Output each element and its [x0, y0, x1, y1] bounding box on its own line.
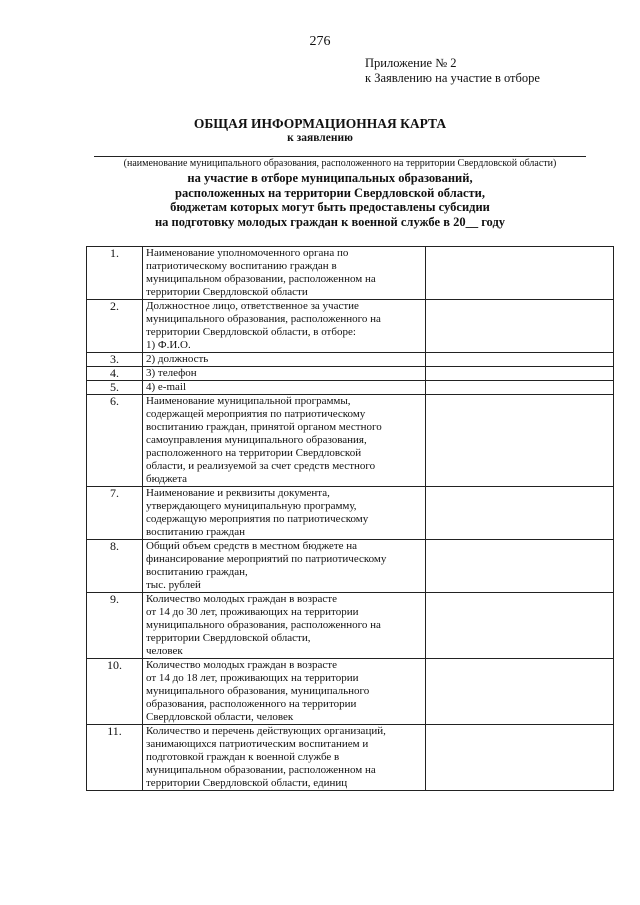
description-line: расположенного на территории Свердловской [146, 447, 362, 459]
description-line: Количество молодых граждан в возрасте [146, 593, 337, 605]
table-row [87, 381, 614, 395]
table-row [87, 593, 614, 659]
description-line: самоуправления муниципального образования, [146, 434, 367, 446]
table-row [87, 540, 614, 593]
table-row [87, 353, 614, 367]
description-line: от 14 до 30 лет, проживающих на территории [146, 606, 359, 618]
description-line: 3) телефон [146, 367, 197, 379]
info-table-body [87, 247, 614, 791]
fill-in-line [94, 156, 586, 157]
description-line: Наименование и реквизиты документа, [146, 487, 330, 499]
row-value-cell[interactable] [426, 353, 614, 367]
row-description [143, 593, 426, 659]
description-line: области, и реализуемой за счет средств местного [146, 460, 376, 472]
description-line: Наименование уполномоченного органа по [146, 247, 349, 259]
row-value-cell[interactable] [426, 659, 614, 725]
description-line: от 14 до 18 лет, проживающих на территории [146, 672, 359, 684]
heading-line: на участие в отборе муниципальных образований, [187, 171, 473, 185]
row-description [143, 300, 426, 353]
row-value-cell[interactable] [426, 381, 614, 395]
row-description [143, 659, 426, 725]
row-description [143, 381, 426, 395]
row-description [143, 367, 426, 381]
description-line: муниципального образования, расположенного на [146, 313, 381, 325]
row-value-cell[interactable] [426, 367, 614, 381]
appendix-reference [365, 56, 540, 86]
row-value-cell[interactable] [426, 300, 614, 353]
info-table [86, 246, 614, 791]
description-line: воспитанию граждан, [146, 566, 248, 578]
description-line: утверждающего муниципальную программу, [146, 500, 357, 512]
row-number: 1. [87, 247, 143, 300]
row-description [143, 395, 426, 487]
description-line: патриотическому воспитанию граждан в [146, 260, 337, 272]
row-value-cell[interactable] [426, 247, 614, 300]
description-line: финансирование мероприятий по патриотическому [146, 553, 387, 565]
description-line: 4) e-mail [146, 381, 187, 393]
row-number: 10. [87, 659, 143, 725]
document-subtitle: к заявлению [287, 132, 353, 144]
description-line: бюджета [146, 473, 188, 485]
row-description [143, 353, 426, 367]
description-line: содержащую мероприятия по патриотическому [146, 513, 369, 525]
table-row [87, 395, 614, 487]
description-line: муниципальном образовании, расположенном на [146, 273, 376, 285]
description-line: подготовкой граждан к военной службе в [146, 751, 340, 763]
row-value-cell[interactable] [426, 725, 614, 791]
row-description [143, 540, 426, 593]
appendix-line-2: к Заявлению на участие в отборе [365, 71, 540, 85]
row-number: 4. [87, 367, 143, 381]
table-row [87, 487, 614, 540]
document-heading [80, 171, 580, 229]
description-line: муниципального образования, расположенного на [146, 619, 381, 631]
heading-line: расположенных на территории Свердловской области, [175, 185, 485, 200]
description-line: образования, расположенного на территории [146, 698, 357, 710]
table-row [87, 300, 614, 353]
fill-in-caption: (наименование муниципального образования, расположенного на территории Свердловской области) [123, 158, 557, 169]
description-line: содержащей мероприятия по патриотическому [146, 408, 366, 420]
description-line: воспитанию граждан [146, 526, 245, 538]
row-description [143, 487, 426, 540]
description-line: 2) должность [146, 353, 209, 365]
description-line: территории Свердловской области, единиц [146, 777, 348, 789]
description-line: Наименование муниципальной программы, [146, 395, 351, 407]
heading-line: бюджетам которых могут быть предоставлены субсидии [170, 200, 490, 215]
description-line: Свердловской области, человек [146, 711, 294, 723]
description-line: Количество молодых граждан в возрасте [146, 659, 337, 671]
row-number: 7. [87, 487, 143, 540]
description-line: территории Свердловской области, [146, 632, 311, 644]
table-row [87, 659, 614, 725]
row-description [143, 725, 426, 791]
table-row [87, 725, 614, 791]
appendix-line-1: Приложение № 2 [365, 56, 457, 70]
row-number: 8. [87, 540, 143, 593]
row-number: 11. [87, 725, 143, 791]
description-line: территории Свердловской области [146, 286, 308, 298]
description-line: муниципального образования, муниципального [146, 685, 370, 697]
row-number: 9. [87, 593, 143, 659]
row-value-cell[interactable] [426, 487, 614, 540]
description-line: муниципальном образовании, расположенном на [146, 764, 376, 776]
row-number: 3. [87, 353, 143, 367]
row-number: 5. [87, 381, 143, 395]
row-value-cell[interactable] [426, 593, 614, 659]
description-line: Общий объем средств в местном бюджете на [146, 540, 358, 552]
table-row [87, 247, 614, 300]
description-line: территории Свердловской области, в отборе: [146, 326, 356, 338]
description-line: Количество и перечень действующих организаций, [146, 725, 386, 737]
description-line: человек [146, 645, 183, 657]
row-value-cell[interactable] [426, 540, 614, 593]
row-number: 2. [87, 300, 143, 353]
description-line: Должностное лицо, ответственное за участие [146, 300, 359, 312]
description-line: 1) Ф.И.О. [146, 339, 191, 351]
row-value-cell[interactable] [426, 395, 614, 487]
document-title: ОБЩАЯ ИНФОРМАЦИОННАЯ КАРТА [193, 116, 447, 131]
row-description [143, 247, 426, 300]
description-line: тыс. рублей [146, 579, 201, 591]
page-number: 276 [309, 34, 331, 49]
table-row [87, 367, 614, 381]
heading-line: на подготовку молодых граждан к военной службе в 20__ году [154, 214, 506, 229]
description-line: занимающихся патриотическим воспитанием и [146, 738, 369, 750]
description-line: воспитанию граждан, принятой органом местного [146, 421, 382, 433]
row-number: 6. [87, 395, 143, 487]
